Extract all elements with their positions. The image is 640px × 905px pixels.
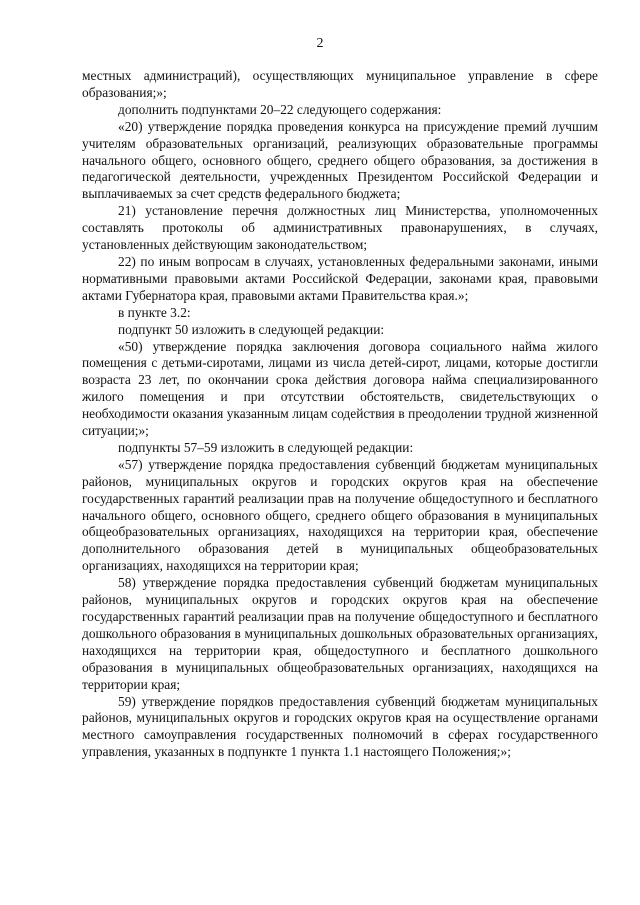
paragraph-subitem-22: 22) по иным вопросам в случаях, установленных федеральными законами, иными нормативными правовыми актами Российской Федерации, законами края, правовыми актами Губернатора края, правовыми актами Правительства края.»; [82,253,598,303]
page-number: 2 [316,36,324,51]
document-body [82,68,598,761]
paragraph-subitems-57-59-intro: подпункты 57–59 изложить в следующей редакции: [118,439,414,455]
paragraph-subitem-20: «20) утверждение порядка проведения конкурса на присуждение премий лучшим учителям образовательных организаций, реализующих образовательные программы начального общего, основного общего, среднего общего образования, за достижения в педагогической деятельности, учрежденных Президентом Российской Федерации и выплачиваемых за счет средств федерального бюджета; [82,118,598,202]
paragraph-subitem-50-intro: подпункт 50 изложить в следующей редакции: [118,321,385,337]
paragraph-subitem-57: «57) утверждение порядка предоставления субвенций бюджетам муниципальных районов, муниципальных округов и городских округов края на обеспечение государственных гарантий реализации прав на получение общедоступного и бесплатного начального общего, основного общего, среднего общего образования в муниципальных общеобразовательных организациях, находящихся на территории края, обеспечение дополнительного образования детей в муниципальных общеобразовательных организациях, находящихся на территории края; [82,456,598,574]
paragraph-subitem-59: 59) утверждение порядков предоставления субвенций бюджетам муниципальных районов, муниципальных округов и городских округов края на осуществление органами местного самоуправления государственных полномочий в сферах государственного управления, указанных в подпункте 1 пункта 1.1 настоящего Положения;»; [82,693,598,760]
paragraph-subitem-58: 58) утверждение порядка предоставления субвенций бюджетам муниципальных районов, муниципальных округов и городских округов края на обеспечение государственных гарантий реализации прав на получение общедоступного и бесплатного дошкольного образования в муниципальных дошкольных образовательных организациях, находящихся на территории края, общедоступного и бесплатного дошкольного образования в муниципальных общеобразовательных организациях, находящихся на территории края; [82,575,598,692]
paragraph-subitem-50: «50) утверждение порядка заключения договора социального найма жилого помещения с детьми-сиротами, лицами из числа детей-сирот, лицами, которые достигли возраста 23 лет, по окончании срока действия договора найма специализированного жилого помещения и при отсутствии обстоятельств, свидетельствующих о необходимости оказания указанным лицам содействия в преодолении трудной жизненной ситуации;»; [82,338,598,439]
paragraph-subitem-21: 21) установление перечня должностных лиц Министерства, уполномоченных составлять протоколы об административных правонарушениях, в случаях, установленных действующим законодательством; [82,203,598,253]
paragraph-amendment-intro: дополнить подпунктами 20–22 следующего содержания: [118,101,442,117]
paragraph-clause-3-2: в пункте 3.2: [118,304,191,320]
paragraph-continuation: местных администраций), осуществляющих муниципальное управление в сфере образования;»; [82,68,598,100]
